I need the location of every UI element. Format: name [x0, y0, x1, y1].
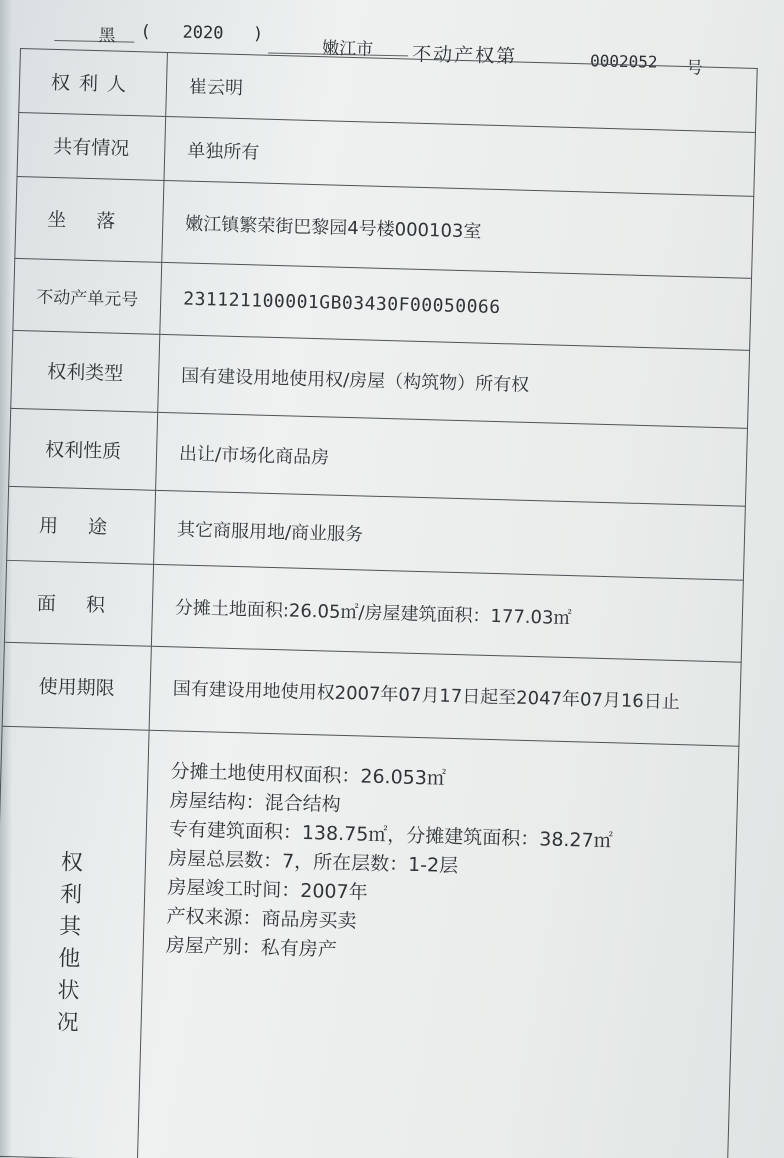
other-line: 房屋竣工时间：2007年 [167, 876, 368, 904]
value-location: 嫩江镇繁荣街巴黎园4号楼000103室 [162, 180, 754, 278]
other-line: 专有建筑面积：138.75㎡，分摊建筑面积：38.27㎡ [168, 818, 613, 853]
value-usage: 其它商服用地/商业服务 [154, 490, 746, 580]
label-co-ownership: 共有情况 [17, 112, 166, 180]
other-line: 产权来源：商品房买卖 [166, 905, 357, 933]
label-right-type: 权利类型 [11, 330, 160, 412]
value-unit-number: 231121100001GB03430F00050066 [160, 262, 752, 350]
label-area: 面积 [4, 560, 153, 646]
certificate-table-wrap [0, 48, 758, 1158]
label-other: 权利其他状况 [56, 849, 84, 1036]
value-co-ownership: 单独所有 [164, 116, 756, 196]
number-suffix: 号 [685, 58, 704, 79]
label-owner: 权利人 [19, 49, 168, 117]
value-right-nature: 出让/市场化商品房 [156, 412, 748, 506]
header-underline-province [54, 40, 134, 43]
value-right-type: 国有建设用地使用权/房屋（构筑物）所有权 [158, 334, 750, 428]
certificate-table [0, 48, 758, 1158]
row-other [0, 726, 739, 1158]
other-line: 分摊土地使用权面积：26.053㎡ [170, 760, 447, 790]
certificate-title: 不动产权第 [411, 43, 518, 68]
other-line: 房屋产别：私有房产 [165, 934, 338, 961]
label-period: 使用期限 [2, 642, 151, 730]
province-abbr: 黑 [98, 25, 116, 47]
paren-close: ) [254, 24, 262, 45]
other-line: 房屋结构：混合结构 [169, 789, 341, 816]
certificate-number: 0002052 [589, 51, 658, 72]
other-line: 房屋总层数：7，所在层数：1-2层 [167, 847, 459, 878]
label-right-nature: 权利性质 [9, 408, 158, 490]
label-location: 坐落 [15, 176, 164, 262]
label-usage: 用途 [7, 486, 156, 564]
paren-open: ( [142, 21, 150, 42]
value-other [137, 730, 738, 1158]
label-other-cell [0, 726, 149, 1158]
value-owner: 崔云明 [166, 52, 758, 132]
value-area: 分摊土地面积:26.05㎡/房屋建筑面积：177.03㎡ [151, 564, 743, 662]
certificate-year: 2020 [182, 22, 224, 44]
city-name: 嫩江市 [322, 38, 374, 60]
value-period: 国有建设用地使用权2007年07月17日起至2047年07月16日止 [149, 646, 741, 746]
label-unit-number: 不动产单元号 [13, 258, 162, 334]
